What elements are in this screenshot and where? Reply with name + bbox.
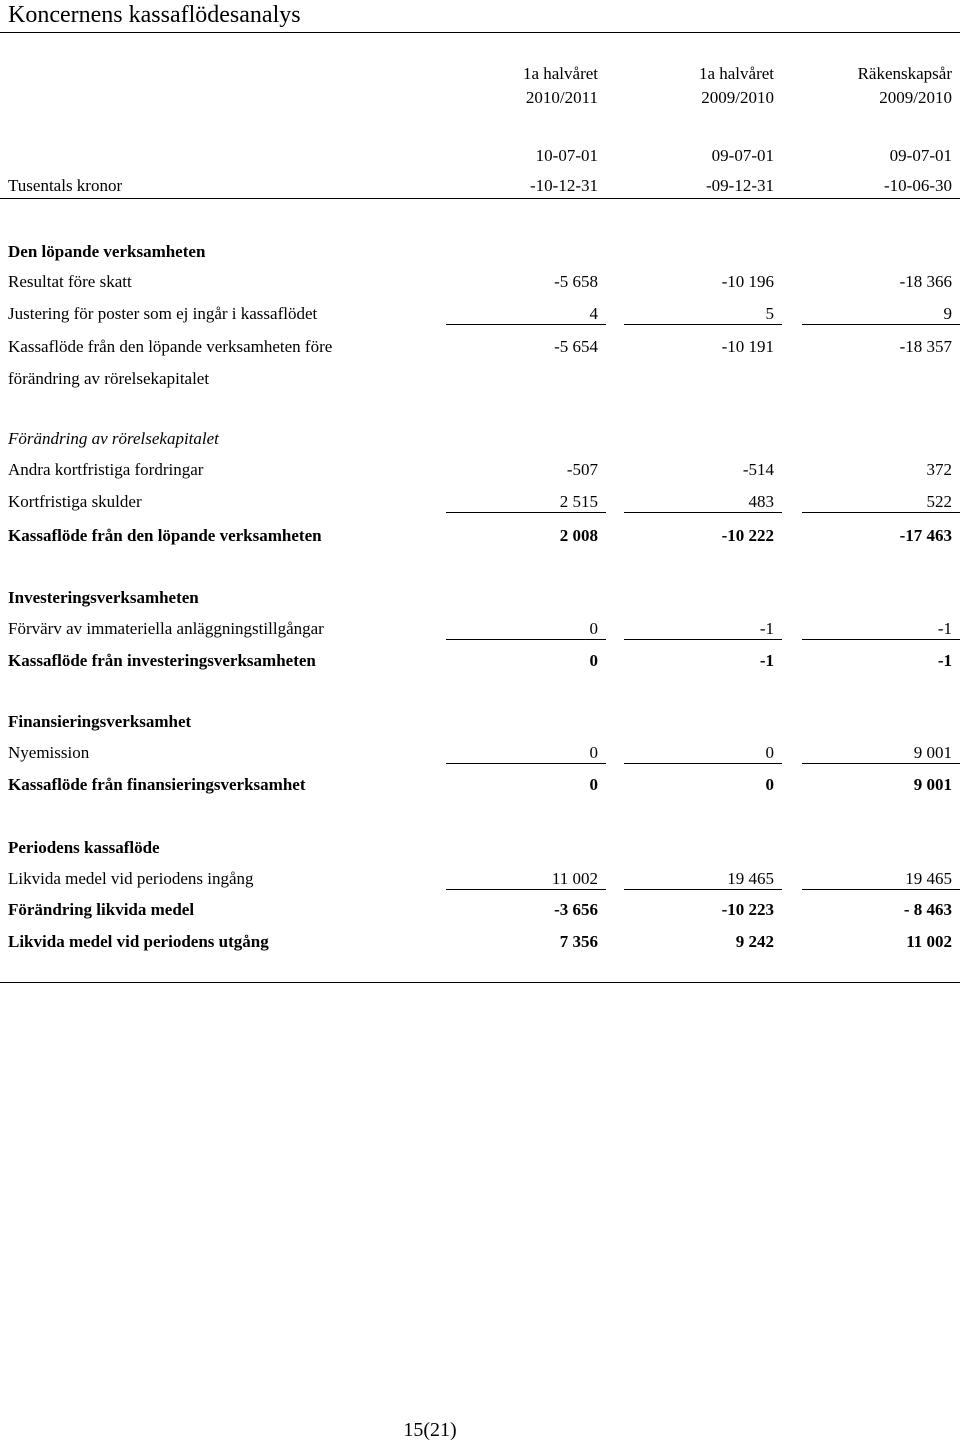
col2-period-to: -09-12-31 (706, 176, 774, 195)
subtotal-underline (624, 889, 782, 890)
col2-period-from: 09-07-01 (711, 146, 774, 165)
row-value-col2: -1 (759, 651, 774, 670)
subtotal-underline (802, 639, 960, 640)
row-value-col1: -3 656 (554, 900, 598, 919)
row-label: Finansieringsverksamhet (8, 712, 192, 731)
row-value-col2: -10 222 (721, 526, 774, 545)
col1-header-line2: 2010/2011 (525, 88, 598, 107)
row-value-col2: -514 (742, 460, 774, 479)
row-value-col1: 0 (589, 775, 598, 794)
end-rule (0, 982, 960, 983)
col3-period-to: -10-06-30 (884, 176, 952, 195)
row-value-col2: -10 191 (721, 337, 774, 356)
row-label: Förändring av rörelsekapitalet (8, 429, 219, 448)
row-value-col3: 9 (943, 304, 952, 323)
row-value-col2: 0 (765, 743, 774, 762)
row-label: Den löpande verksamheten (8, 242, 206, 261)
col2-header-line2: 2009/2010 (701, 88, 774, 107)
row-label: Kassaflöde från den löpande verksamheten före (8, 337, 333, 356)
row-value-col2: 483 (748, 492, 774, 511)
row-value-col3: 19 465 (905, 869, 952, 888)
row-value-col3: -18 357 (899, 337, 952, 356)
subtotal-underline (446, 889, 606, 890)
unit-label: Tusentals kronor (8, 176, 123, 195)
subtotal-underline (624, 763, 782, 764)
subtotal-underline (624, 639, 782, 640)
row-value-col1: 2 515 (559, 492, 598, 511)
subtotal-underline (802, 763, 960, 764)
row-label: Investeringsverksamheten (8, 588, 199, 607)
page-title: Koncernens kassaflödesanalys (8, 2, 301, 28)
row-value-col1: 2 008 (559, 526, 598, 545)
row-value-col1: 7 356 (559, 932, 598, 951)
subtotal-underline (446, 512, 606, 513)
row-label: Justering för poster som ej ingår i kassaflödet (8, 304, 318, 323)
row-value-col2: 5 (765, 304, 774, 323)
row-value-col2: -10 223 (721, 900, 774, 919)
row-label: Kassaflöde från investeringsverksamheten (8, 651, 316, 670)
row-value-col3: 522 (926, 492, 952, 511)
title-rule (0, 32, 960, 33)
subtotal-underline (802, 889, 960, 890)
row-value-col1: -5 654 (554, 337, 598, 356)
subtotal-underline (624, 512, 782, 513)
row-label: Kassaflöde från den löpande verksamheten (8, 526, 322, 545)
row-value-col1: 0 (589, 619, 598, 638)
col3-header-line2: 2009/2010 (879, 88, 952, 107)
col1-period-to: -10-12-31 (530, 176, 598, 195)
subtotal-underline (446, 639, 606, 640)
page-number: 15(21) (403, 1419, 457, 1441)
col1-header-line1: 1a halvåret (522, 64, 598, 83)
subtotal-underline (446, 324, 606, 325)
row-value-col3: -17 463 (899, 526, 952, 545)
row-label: Andra kortfristiga fordringar (8, 460, 204, 479)
row-value-col3: -18 366 (899, 272, 952, 291)
row-label: Förvärv av immateriella anläggningstillgångar (8, 619, 324, 638)
row-value-col3: -1 (937, 619, 952, 638)
row-value-col3: 9 001 (913, 743, 952, 762)
subtotal-underline (446, 763, 606, 764)
row-label: Periodens kassaflöde (8, 838, 160, 857)
row-value-col3: 9 001 (913, 775, 952, 794)
row-value-col2: 19 465 (727, 869, 774, 888)
subtotal-underline (802, 512, 960, 513)
row-value-col2: 0 (765, 775, 774, 794)
row-label: Kassaflöde från finansieringsverksamhet (8, 775, 306, 794)
row-value-col3: -1 (937, 651, 952, 670)
row-value-col1: 0 (589, 651, 598, 670)
row-label: Resultat före skatt (8, 272, 132, 291)
row-label: Likvida medel vid periodens ingång (8, 869, 254, 888)
row-value-col1: -5 658 (554, 272, 598, 291)
row-value-col3: 11 002 (906, 932, 952, 951)
row-value-col2: 9 242 (735, 932, 774, 951)
col1-period-from: 10-07-01 (535, 146, 598, 165)
row-value-col2: -10 196 (721, 272, 774, 291)
row-value-col3: 372 (926, 460, 952, 479)
row-label: Nyemission (8, 743, 90, 762)
row-value-col1: -507 (566, 460, 598, 479)
subtotal-underline (802, 324, 960, 325)
row-label: Kortfristiga skulder (8, 492, 142, 511)
col3-header-line1: Räkenskapsår (857, 64, 952, 83)
row-value-col1: 0 (589, 743, 598, 762)
col2-header-line1: 1a halvåret (698, 64, 774, 83)
row-label: Likvida medel vid periodens utgång (8, 932, 269, 951)
subtotal-underline (624, 324, 782, 325)
row-label-continued: förändring av rörelsekapitalet (8, 369, 210, 388)
row-label: Förändring likvida medel (8, 900, 195, 919)
row-value-col2: -1 (759, 619, 774, 638)
row-value-col1: 4 (589, 304, 598, 323)
row-value-col3: - 8 463 (903, 900, 952, 919)
row-value-col1: 11 002 (551, 869, 598, 888)
header-rule (0, 198, 960, 199)
col3-period-from: 09-07-01 (889, 146, 952, 165)
